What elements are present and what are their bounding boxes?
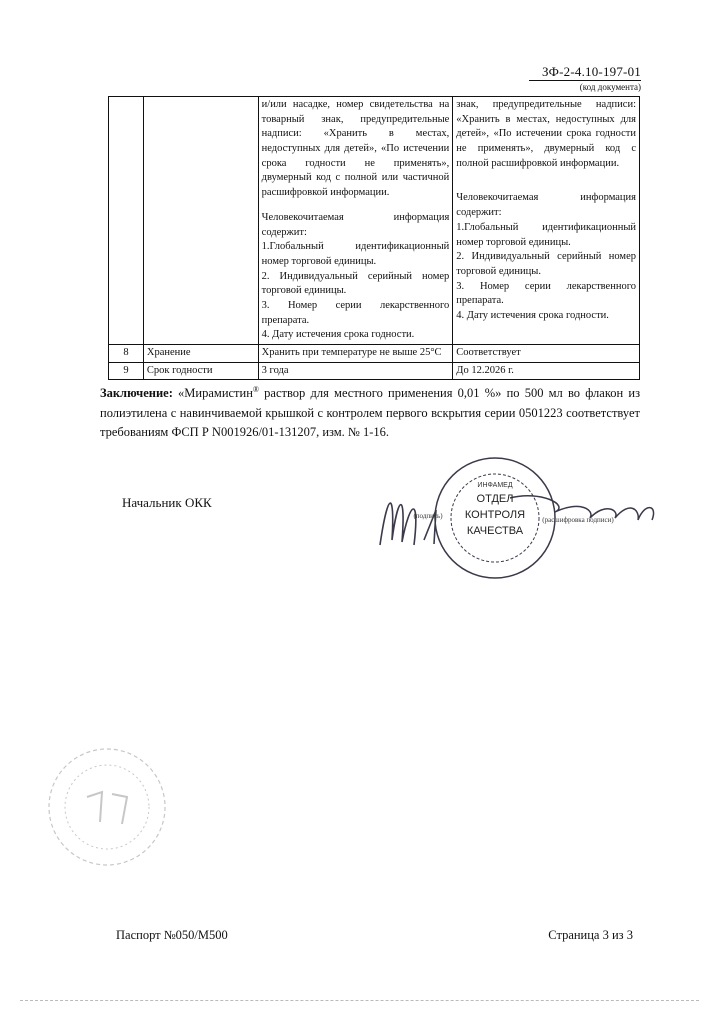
- result-item: 3. Номер серии лекарственного препарата.: [456, 280, 636, 307]
- head-of-qc-label: Начальник ОКК: [122, 495, 212, 510]
- row-number-cell: [109, 97, 144, 345]
- signature-area: [340, 450, 670, 580]
- faded-seal-icon: [42, 742, 172, 872]
- row-number-cell: 8: [109, 345, 144, 363]
- result-item: 2. Индивидуальный серийный номер торговой единицы.: [456, 251, 636, 277]
- result-cell: Соответствует: [453, 345, 640, 363]
- scan-edge-divider: [20, 1000, 699, 1001]
- table-row: [109, 97, 640, 345]
- decode-label: (расшифровка подписи): [542, 516, 614, 524]
- conclusion-text: раствор для местного применения 0,01 %» по 500 мл во флакон из полиэтилена с навинчиваемой крышкой с контролем первого вскрытия серии 0501223 соответствует требованиям ФСП Р N001926/01-131207, изм. № 1-16.: [100, 386, 641, 439]
- requirement-cell: Хранить при температуре не выше 25°С: [258, 345, 453, 363]
- sign-label: (подпись): [413, 512, 443, 520]
- requirement-cell: [258, 97, 453, 345]
- stamp-small-text: ИНФАМЕД: [477, 482, 513, 489]
- result-subtitle: Человекочитаемая информация содержит:: [456, 192, 636, 219]
- conclusion-product: «Мирамистин: [172, 386, 253, 401]
- requirement-item: 3. Номер серии лекарственного препарата.: [261, 299, 450, 326]
- row-number-cell: 9: [109, 362, 144, 380]
- conclusion-label: Заключение:: [100, 386, 173, 401]
- signature-stroke-icon: [380, 503, 436, 545]
- faded-stamp: [42, 742, 172, 872]
- row-name-cell: [143, 97, 258, 345]
- requirement-item: 1.Глобальный идентификационный номер торговой единицы.: [261, 241, 450, 267]
- result-cell: [453, 97, 640, 345]
- result-text: знак, предупредительные надписи: «Хранить в местах, недоступных для детей», «По истечении срока годности не применять», двумерный код с полной расшифровкой информации.: [456, 99, 636, 169]
- requirement-item: 2. Индивидуальный серийный номер торговой единицы.: [261, 270, 450, 297]
- registered-mark: ®: [252, 385, 259, 394]
- passport-number: Паспорт №050/М500: [116, 928, 228, 942]
- table-row: [109, 362, 640, 380]
- conclusion-paragraph: [100, 384, 640, 442]
- stamp-line-1: ОТДЕЛ: [476, 493, 514, 505]
- requirement-item: 4. Дату истечения срока годности.: [261, 329, 415, 341]
- result-item: 1.Глобальный идентификационный номер торговой единицы.: [456, 221, 636, 248]
- result-item: 4. Дату истечения срока годности.: [456, 309, 609, 321]
- result-cell: До 12.2026 г.: [453, 362, 640, 380]
- table-row: [109, 345, 640, 363]
- page-number: Страница 3 из 3: [548, 928, 633, 942]
- row-name-cell: Срок годности: [143, 362, 258, 380]
- signature-stamp-graphic: [340, 450, 670, 580]
- requirement-cell: 3 года: [258, 362, 453, 380]
- document-code-label: (код документа): [579, 82, 641, 92]
- row-name-cell: Хранение: [143, 345, 258, 363]
- code-underline: [529, 80, 641, 81]
- specification-table: [108, 96, 640, 380]
- document-code-block: [529, 64, 641, 92]
- document-code: ЗФ-2-4.10-197-01: [541, 64, 641, 79]
- requirement-subtitle: Человекочитаемая информация содержит:: [261, 211, 450, 238]
- stamp-line-3: КАЧЕСТВА: [466, 525, 524, 537]
- requirement-text: и/или насадке, номер свидетельства на товарный знак, предупредительные надписи: «Хранить в местах, недоступных для детей», «По истечении срока годности не применять», двумерный код с полной или частичной расшифровкой информации.: [261, 99, 450, 199]
- stamp-line-2: КОНТРОЛЯ: [464, 509, 526, 521]
